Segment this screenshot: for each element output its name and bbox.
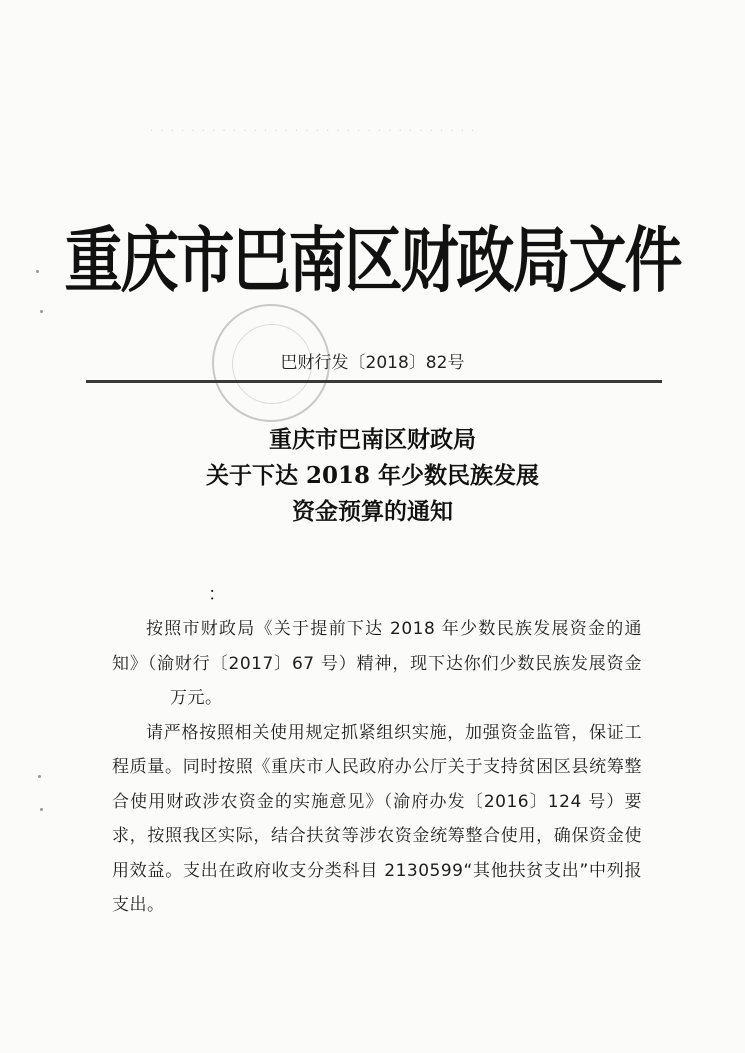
notice-body [112, 612, 642, 923]
body-paragraph-2: 请严格按照相关使用规定抓紧组织实施，加强资金监管，保证工程质量。同时按照《重庆市人民政府办公厅关于支持贫困区县统筹整合使用财政涉农资金的实施意见》（渝府办发〔2016〕124 号）要求，按照我区实际，结合扶贫等涉农资金统筹整合使用，确保资金使用效益。支出在政府收支分类科目 2130599“其他扶贫支出”中列报支出。 [112, 722, 642, 915]
notice-title [0, 422, 745, 530]
paragraph-1-tail: 万元。 [170, 688, 223, 708]
notice-title-line-1: 重庆市巴南区财政局 [269, 426, 476, 453]
paragraph-1-text: 按照市财政局《关于提前下达 2018 年少数民族发展资金的通知》（渝财行〔2017〕67 号）精神，现下达你们少数民族发展资金 [112, 619, 642, 674]
body-paragraph-1 [112, 612, 642, 716]
header-divider-rule [86, 380, 662, 383]
speck [40, 808, 43, 811]
notice-title-line-3: 资金预算的通知 [292, 498, 453, 525]
document-header-title: 重庆市巴南区财政局文件 [64, 219, 681, 303]
document-number: 巴财行发〔2018〕82号 [280, 353, 465, 373]
notice-title-line-2: 关于下达 2018 年少数民族发展 [205, 462, 540, 489]
speck [38, 775, 41, 778]
speck [40, 310, 43, 313]
recipient-line: ： [208, 584, 226, 605]
bleed-through-text: · · · · · · · · · · · · · · · · · · · · · · · · · · · · · · · · [150, 126, 477, 137]
